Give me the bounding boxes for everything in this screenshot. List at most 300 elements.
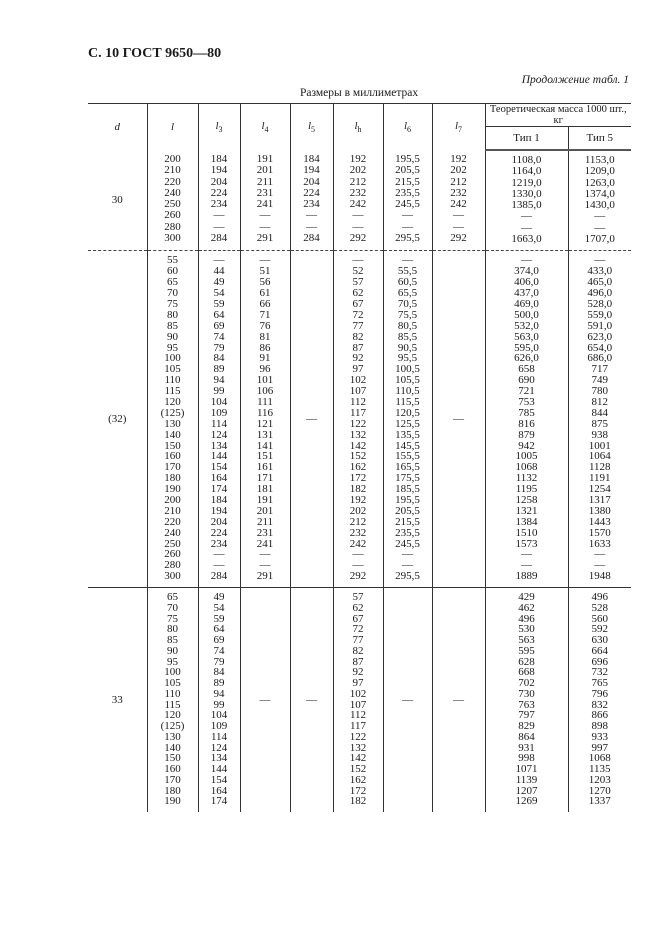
cell-value: 215,5	[395, 515, 420, 528]
cell-value: 54	[213, 601, 225, 614]
merged-cell-value: —	[306, 693, 317, 706]
col-l5-base: l	[307, 119, 312, 132]
cell-value: 220	[164, 515, 181, 528]
cell-value: 110,5	[395, 385, 420, 398]
cell-value: 280	[164, 559, 181, 572]
cell-value: 559,0	[587, 308, 613, 321]
cell-value: 202	[450, 164, 467, 177]
cell-value: 1948	[588, 570, 611, 583]
cell-value: 116	[256, 406, 274, 419]
cell-value: 124	[210, 741, 228, 754]
cell-value: 70,5	[397, 297, 418, 310]
cell-value: 696	[591, 655, 608, 668]
cell-value: 668	[518, 666, 535, 679]
cell-value: 161	[256, 461, 274, 474]
units-caption: Размеры в миллиметрах	[300, 87, 419, 99]
cell-value: —	[213, 254, 225, 267]
cell-value: 85	[167, 319, 178, 332]
cell-value: 628	[518, 655, 535, 668]
cell-value: 563,0	[514, 330, 539, 343]
cell-value: 151	[256, 450, 274, 463]
cell-value: 87	[352, 655, 364, 668]
cell-value: 57	[352, 591, 364, 604]
table-row	[88, 150, 631, 251]
cell-value: 592	[591, 623, 608, 636]
col-l3-base: l	[215, 119, 219, 132]
cell-value: 112	[349, 709, 367, 722]
cell-value: 152	[349, 450, 367, 463]
cell-value: 1889	[515, 570, 538, 583]
cell-value: 112	[349, 395, 367, 408]
cell-d	[88, 150, 147, 251]
cell-value: —	[521, 254, 532, 267]
cell-value: 224	[210, 526, 228, 539]
cell-value: 144	[210, 763, 228, 776]
cell-l3	[198, 588, 240, 813]
cell-l4	[240, 588, 290, 813]
cell-value: 117	[349, 406, 367, 419]
cell-value: 195,5	[395, 493, 420, 506]
cell-value: 111	[257, 395, 273, 408]
cell-value: 1321	[515, 504, 538, 517]
cell-value: 132	[349, 428, 367, 441]
cell-value: 122	[349, 730, 367, 743]
cell-value: 155,5	[395, 450, 420, 463]
cell-value: 235,5	[395, 186, 420, 199]
cell-value: 260	[164, 548, 181, 561]
cell-value: 231	[256, 526, 274, 539]
cell-value: 234	[210, 198, 228, 211]
cell-value: 465,0	[587, 276, 613, 289]
col-l3-sub: 3	[218, 125, 223, 135]
cell-value: (125)	[160, 720, 185, 733]
col-l6-sub: 6	[407, 125, 412, 135]
cell-value: —	[259, 209, 271, 222]
cell-value: 92	[352, 352, 364, 365]
cell-value: 997	[591, 741, 608, 754]
cell-value: 65,5	[397, 287, 418, 300]
cell-value: 94	[213, 374, 225, 387]
cell-value: 1207	[515, 784, 538, 797]
cell-value: 97	[352, 677, 364, 690]
cell-value: 202	[349, 164, 367, 177]
cell-value: —	[352, 220, 364, 233]
col-lh-base: l	[354, 119, 358, 132]
cell-value: 437,0	[514, 287, 539, 300]
cell-value: 99	[213, 698, 225, 711]
cell-value: 1573	[515, 537, 538, 550]
cell-value: 141	[256, 439, 274, 452]
cell-value: 160	[164, 763, 181, 776]
cell-value: 1135	[588, 763, 611, 776]
cell-value: 44	[213, 265, 225, 278]
cell-value: 1195	[515, 483, 538, 496]
cell-value: 57	[352, 276, 364, 289]
cell-value: 1139	[515, 773, 538, 786]
cell-value: 702	[518, 677, 535, 690]
cell-value: 180	[164, 472, 181, 485]
cell-value: 105	[164, 363, 181, 376]
cell-value: 1108,0	[511, 154, 542, 166]
cell-l7	[432, 588, 485, 813]
cell-value: 104	[210, 395, 228, 408]
cell-value: 165,5	[395, 461, 420, 474]
cell-value: 49	[213, 591, 225, 604]
cell-value: 54	[213, 287, 225, 300]
cell-l5	[290, 251, 333, 588]
cell-value: 172	[349, 784, 367, 797]
cell-value: —	[594, 254, 606, 267]
cell-value: 260	[164, 209, 181, 222]
cell-value: 152	[349, 763, 367, 776]
cell-value: 100	[164, 666, 181, 679]
cell-value: 82	[352, 330, 364, 343]
col-header-l7	[432, 104, 485, 151]
cell-value: 753	[518, 395, 535, 408]
cell-value: 55	[167, 254, 178, 267]
cell-value: 180	[164, 784, 181, 797]
cell-value: 933	[591, 730, 608, 743]
cell-value: 763	[518, 698, 535, 711]
cell-value: 86	[259, 341, 271, 354]
cell-type5	[568, 251, 631, 588]
cell-value: 175,5	[395, 472, 420, 485]
cell-value: 182	[349, 483, 367, 496]
cell-value: 124	[210, 428, 228, 441]
cell-value: 1337	[588, 795, 611, 808]
col-header-type1: Тип 1	[485, 127, 568, 151]
cell-value: —	[402, 548, 413, 561]
cell-value: —	[594, 221, 606, 234]
cell-type1	[485, 150, 568, 251]
cell-value: 1064	[588, 450, 611, 463]
cell-value: 1191	[588, 472, 611, 485]
cell-value: 591,0	[587, 319, 613, 332]
col-l4-sub: 4	[264, 125, 269, 135]
table-continuation-label: Продолжение табл. 1	[521, 74, 629, 86]
cell-value: 200	[164, 153, 181, 165]
cell-value: 74	[213, 330, 225, 343]
cell-value: —	[352, 548, 364, 561]
cell-value: —	[594, 548, 606, 561]
cell-value: 211	[256, 175, 274, 188]
cell-value: 295,5	[395, 570, 420, 583]
cell-value: 875	[591, 417, 608, 430]
cell-value: 730	[518, 687, 535, 700]
cell-value: 532,0	[514, 319, 539, 332]
cell-value: 898	[591, 720, 608, 733]
cell-value: 250	[164, 537, 181, 550]
table-block-d-30	[88, 150, 631, 251]
cell-value: 797	[518, 709, 535, 722]
cell-value: 796	[591, 687, 608, 700]
cell-value: 164	[210, 472, 228, 485]
cell-value: 595,0	[514, 341, 539, 354]
cell-value: 1374,0	[584, 187, 615, 200]
cell-value: 1385,0	[511, 199, 542, 212]
cell-lh	[333, 588, 383, 813]
cell-value: 194	[210, 164, 228, 177]
cell-d	[88, 588, 147, 813]
cell-value: 114	[210, 417, 228, 430]
diameter-value: 30	[111, 193, 123, 206]
cell-value: 201	[256, 504, 274, 517]
cell-value: 62	[352, 287, 364, 300]
cell-value: 84	[213, 352, 225, 365]
col-d-label: d	[114, 121, 120, 133]
cell-value: 69	[213, 634, 225, 647]
cell-value: 130	[164, 730, 181, 743]
cell-value: 102	[349, 374, 367, 387]
table-block-d-33	[88, 588, 631, 813]
cell-value: —	[453, 209, 464, 222]
cell-value: 1430,0	[584, 199, 615, 212]
cell-value: 72	[352, 623, 364, 636]
cell-value: 1068	[515, 461, 538, 474]
cell-value: 204	[303, 175, 320, 188]
cell-value: 67	[352, 612, 364, 625]
cell-value: 87	[352, 341, 364, 354]
cell-l	[147, 588, 198, 813]
cell-value: 56	[259, 276, 271, 289]
col-header-l6	[383, 104, 432, 151]
cell-value: 104	[210, 709, 228, 722]
col-l6-base: l	[403, 119, 408, 132]
cell-value: 174	[210, 483, 228, 496]
cell-value: —	[521, 559, 532, 572]
cell-value: 240	[164, 186, 181, 199]
cell-value: 184	[210, 493, 228, 506]
cell-value: 77	[352, 319, 364, 332]
cell-value: 284	[210, 232, 228, 245]
cell-l6	[383, 251, 432, 588]
cell-value: 120,5	[395, 406, 420, 419]
cell-value: 190	[164, 795, 181, 808]
cell-value: 102	[349, 687, 367, 700]
cell-value: 89	[213, 677, 225, 690]
cell-value: —	[352, 254, 364, 267]
cell-value: 100	[164, 352, 181, 365]
col-header-l4	[240, 104, 290, 151]
cell-type1	[485, 588, 568, 813]
cell-value: 184	[303, 153, 320, 165]
cell-value: 630	[591, 634, 608, 647]
cell-value: 1153,0	[584, 154, 615, 166]
cell-value: —	[213, 220, 225, 233]
cell-value: 1269	[515, 795, 538, 808]
cell-value: 134	[210, 752, 228, 765]
page-header: С. 10 ГОСТ 9650—80	[88, 46, 222, 61]
cell-value: 749	[591, 374, 608, 387]
cell-value: 866	[591, 709, 608, 722]
cell-value: 154	[210, 461, 228, 474]
cell-value: 69	[213, 319, 225, 332]
cell-value: 245,5	[395, 537, 420, 550]
cell-value: 190	[164, 483, 181, 496]
cell-value: 1384	[515, 515, 538, 528]
cell-value: 721	[518, 385, 535, 398]
cell-value: 107	[349, 698, 367, 711]
cell-value: 242	[349, 198, 367, 211]
dimensions-table	[88, 103, 631, 812]
cell-value: 170	[164, 461, 181, 474]
cell-value: 65	[167, 591, 178, 604]
cell-value: 292	[349, 232, 367, 245]
cell-value: 626,0	[514, 352, 539, 365]
cell-value: 242	[450, 198, 467, 211]
cell-value: 654,0	[587, 341, 613, 354]
cell-value: 241	[256, 537, 274, 550]
cell-value: 235,5	[395, 526, 420, 539]
cell-value: 120	[164, 395, 181, 408]
cell-value: 172	[349, 472, 367, 485]
merged-cell-value: —	[402, 693, 413, 706]
cell-value: 215,5	[395, 175, 420, 188]
cell-value: 174	[210, 795, 228, 808]
cell-value: 864	[518, 730, 535, 743]
cell-value: 52	[352, 265, 364, 278]
cell-value: 560	[591, 612, 608, 625]
cell-value: 690	[518, 374, 535, 387]
cell-value: 91	[259, 352, 271, 365]
col-l5-sub: 5	[311, 125, 316, 135]
cell-value: 374,0	[514, 265, 539, 278]
cell-value: 1203	[588, 773, 611, 786]
cell-type5	[568, 588, 631, 813]
cell-value: 1005	[515, 450, 538, 463]
cell-value: 195,5	[395, 153, 420, 165]
cell-value: —	[402, 209, 413, 222]
cell-value: 1068	[588, 752, 611, 765]
cell-value: 234	[303, 198, 320, 211]
cell-value: 765	[591, 677, 608, 690]
merged-cell-value: —	[259, 693, 271, 706]
cell-value: 160	[164, 450, 181, 463]
cell-value: 300	[164, 570, 181, 583]
cell-value: 528,0	[587, 297, 613, 310]
cell-value: 115	[164, 385, 181, 398]
cell-value: 191	[256, 153, 274, 165]
cell-value: 1263,0	[584, 176, 615, 189]
cell-value: —	[259, 559, 271, 572]
cell-value: 1570	[588, 526, 611, 539]
cell-value: 96	[259, 363, 271, 376]
cell-value: 212	[349, 515, 367, 528]
cell-value: 122	[349, 417, 367, 430]
cell-value: 563	[518, 634, 535, 647]
cell-value: 120	[164, 709, 181, 722]
diameter-value: 33	[111, 693, 123, 706]
cell-value: 1071	[515, 763, 538, 776]
cell-value: 829	[518, 720, 535, 733]
cell-value: (125)	[160, 406, 185, 419]
cell-value: 162	[349, 461, 367, 474]
cell-value: 241	[256, 198, 274, 211]
cell-value: 109	[210, 406, 228, 419]
cell-value: 1270	[588, 784, 611, 797]
cell-value: 785	[518, 406, 535, 419]
cell-value: 292	[450, 232, 467, 245]
cell-value: 131	[256, 428, 274, 441]
cell-value: 234	[210, 537, 228, 550]
cell-value: 115,5	[395, 395, 420, 408]
merged-cell-value: —	[453, 693, 464, 706]
merged-cell-value: —	[306, 412, 317, 425]
cell-value: —	[213, 559, 225, 572]
cell-value: 92	[352, 666, 364, 679]
cell-lh	[333, 150, 383, 251]
cell-value: 80	[167, 308, 178, 321]
cell-value: 220	[164, 175, 181, 188]
cell-value: 114	[210, 730, 228, 743]
cell-value: 125,5	[395, 417, 420, 430]
cell-value: 130	[164, 417, 181, 430]
cell-value: —	[352, 559, 364, 572]
cell-value: 211	[256, 515, 274, 528]
cell-value: 132	[349, 741, 367, 754]
cell-value: 844	[591, 406, 608, 419]
cell-value: —	[259, 220, 271, 233]
cell-value: 140	[164, 428, 181, 441]
cell-value: 75	[167, 297, 178, 310]
cell-value: 164	[210, 784, 228, 797]
cell-value: 171	[256, 472, 274, 485]
cell-value: —	[453, 220, 464, 233]
cell-value: 192	[450, 153, 467, 165]
cell-value: 76	[259, 319, 271, 332]
cell-value: —	[213, 209, 225, 222]
cell-value: —	[352, 209, 364, 222]
cell-value: 1330,0	[511, 187, 542, 200]
cell-value: 200	[164, 493, 181, 506]
cell-value: 816	[518, 417, 535, 430]
cell-l5	[290, 150, 333, 251]
cell-value: 121	[256, 417, 274, 430]
cell-value: 595	[518, 644, 535, 657]
cell-value: 832	[591, 698, 608, 711]
cell-l7	[432, 251, 485, 588]
cell-value: 90,5	[397, 341, 418, 354]
col-lh-sub: h	[357, 125, 362, 135]
cell-value: 204	[210, 175, 228, 188]
cell-l6	[383, 150, 432, 251]
cell-value: 496	[591, 591, 608, 604]
cell-value: 142	[349, 752, 367, 765]
col-l4-base: l	[261, 119, 265, 132]
cell-value: 90	[167, 644, 178, 657]
col-header-l3	[198, 104, 240, 151]
cell-value: 95	[167, 655, 178, 668]
cell-value: 232	[349, 526, 367, 539]
cell-value: 64	[213, 308, 225, 321]
cell-value: 212	[349, 175, 367, 188]
cell-value: 284	[210, 570, 228, 583]
cell-value: 95	[167, 341, 178, 354]
cell-value: 1219,0	[511, 176, 542, 189]
cell-value: 295,5	[395, 232, 420, 245]
cell-value: 170	[164, 773, 181, 786]
cell-value: 242	[349, 537, 367, 550]
cell-value: 84	[213, 666, 225, 679]
cell-value: 812	[591, 395, 608, 408]
cell-value: —	[402, 220, 413, 233]
cell-value: 64	[213, 623, 225, 636]
table-row	[88, 588, 631, 813]
cell-value: 224	[210, 186, 228, 199]
cell-value: 66	[259, 297, 271, 310]
cell-value: 59	[213, 612, 225, 625]
cell-value: 406,0	[514, 276, 539, 289]
